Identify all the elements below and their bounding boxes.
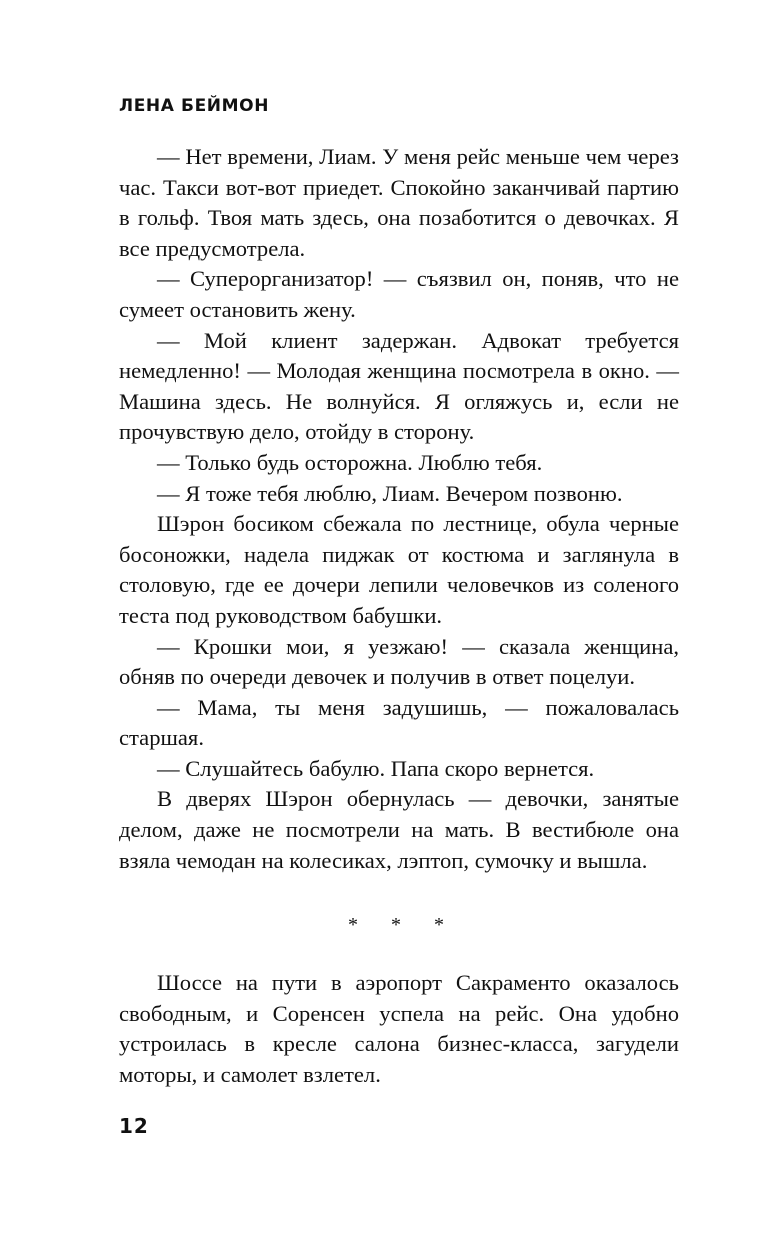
paragraph: Шоссе на пути в аэропорт Сакраменто оказалось свободным, и Соренсен успела на рейс. Она удобно устроилась в кресле салона бизнес-класса, загудели моторы, и самолет взлетел. <box>119 970 679 1087</box>
body-text-after-break <box>119 968 679 1090</box>
paragraph: — Мама, ты меня задушишь, — пожаловалась старшая. <box>119 694 679 751</box>
body-text <box>119 142 679 876</box>
paragraph: — Суперорганизатор! — съязвил он, поняв, что не сумеет остановить жену. <box>119 266 679 322</box>
paragraph: — Мой клиент задержан. Адвокат требуется немедленно! — Молодая женщина посмотрела в окно. — Машина здесь. Не волнуйся. Я огляжусь и, если не прочувствую дело, отойду в сторону. <box>119 327 679 445</box>
paragraph: В дверях Шэрон обернулась — девочки, занятые делом, даже не посмотрели на мать. В вестибюле она взяла чемодан на колесиках, лэптоп, сумочку и вышла. <box>119 786 679 873</box>
paragraph: — Крошки мои, я уезжаю! — сказала женщина, обняв по очереди девочек и получив в ответ поцелуи. <box>119 633 679 690</box>
running-head: ЛЕНА БЕЙМОН <box>119 96 270 116</box>
paragraph: — Я тоже тебя люблю, Лиам. Вечером позвоню. <box>157 480 623 506</box>
paragraph: — Нет времени, Лиам. У меня рейс меньше чем через час. Такси вот-вот приедет. Спокойно заканчивай партию в гольф. Твоя мать здесь, она позаботится о девочках. Я все предусмотрела. <box>119 144 679 261</box>
paragraph: — Только будь осторожна. Люблю тебя. <box>157 449 543 475</box>
paragraph: — Слушайтесь бабулю. Папа скоро вернется. <box>157 755 595 781</box>
page-number: 12 <box>119 1114 149 1138</box>
paragraph: Шэрон босиком сбежала по лестнице, обула черные босоножки, надела пиджак от костюма и заглянула в столовую, где ее дочери лепили человечков из соленого теста под руководством бабушки. <box>119 511 679 628</box>
section-separator: * * * <box>348 914 458 936</box>
